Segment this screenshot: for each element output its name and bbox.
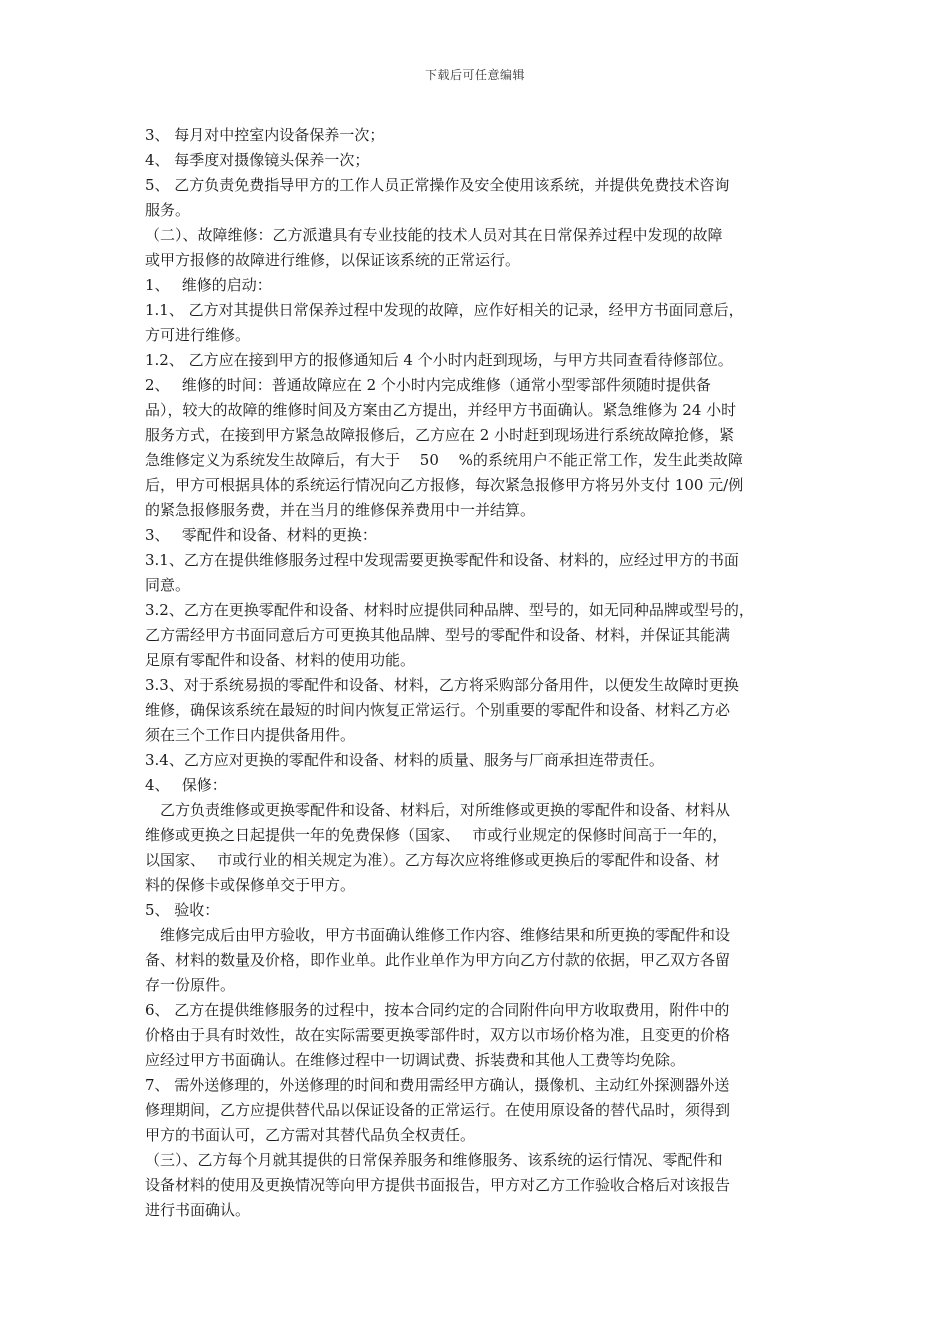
text-line: 后，甲方可根据具体的系统运行情况向乙方报修，每次紧急报修甲方将另外支付 100 元/例 [145, 476, 744, 494]
text-line: 4、 保修： [145, 776, 227, 794]
page-header: 下载后可任意编辑 [424, 68, 525, 82]
text-line: 维修完成后由甲方验收，甲方书面确认维修工作内容、维修结果和所更换的零配件和设 [145, 926, 731, 944]
text-line: 5、 验收： [145, 901, 220, 919]
text-line: 备、材料的数量及价格，即作业单。此作业单作为甲方向乙方付款的依据，甲乙双方各留 [145, 951, 731, 969]
text-line: （二）、故障维修：乙方派遣具有专业技能的技术人员对其在日常保养过程中发现的故障 [145, 226, 723, 244]
text-line: 或甲方报修的故障进行维修，以保证该系统的正常运行。 [145, 251, 521, 269]
text-line: 料的保修卡或保修单交于甲方。 [145, 876, 356, 894]
text-line: 1.2、 乙方应在接到甲方的报修通知后 4 个小时内赶到现场，与甲方共同查看待修部位。 [145, 351, 733, 369]
text-line: 品），较大的故障的维修时间及方案由乙方提出，并经甲方书面确认。紧急维修为 24 小时 [145, 401, 737, 419]
text-line: 3.2、乙方在更换零配件和设备、材料时应提供同种品牌、型号的，如无同种品牌或型号的， [145, 601, 754, 619]
text-line: 的紧急报修服务费，并在当月的维修保养费用中一并结算。 [145, 501, 536, 519]
text-line: 3.4、乙方应对更换的零配件和设备、材料的质量、服务与厂商承担连带责任。 [145, 751, 664, 769]
text-line: 须在三个工作日内提供备用件。 [145, 726, 356, 744]
text-line: 乙方负责维修或更换零配件和设备、材料后，对所维修或更换的零配件和设备、材料从 [145, 801, 731, 819]
text-line: 进行书面确认。 [145, 1201, 251, 1219]
text-line: 价格由于具有时效性，故在实际需要更换零部件时，双方以市场价格为准，且变更的价格 [145, 1026, 731, 1044]
text-line: 7、 需外送修理的，外送修理的时间和费用需经甲方确认，摄像机、主动红外探测器外送 [145, 1076, 730, 1094]
text-line: （三）、乙方每个月就其提供的日常保养服务和维修服务、该系统的运行情况、零配件和 [145, 1151, 723, 1169]
text-line: 3、 每月对中控室内设备保养一次； [145, 126, 385, 144]
text-line: 同意。 [145, 576, 191, 594]
text-line: 以国家、 市或行业的相关规定为准）。乙方每次应将维修或更换后的零配件和设备、材 [145, 851, 720, 869]
document-body [145, 123, 810, 1223]
text-line: 存一份原件。 [145, 976, 236, 994]
text-line: 甲方的书面认可，乙方需对其替代品负全权责任。 [145, 1126, 476, 1144]
text-line: 服务。 [145, 201, 191, 219]
text-line: 维修，确保该系统在最短的时间内恢复正常运行。个别重要的零配件和设备、材料乙方必 [145, 701, 731, 719]
text-line: 3、 零配件和设备、材料的更换： [145, 526, 377, 544]
text-line: 应经过甲方书面确认。在维修过程中一切调试费、拆装费和其他人工费等均免除。 [145, 1051, 686, 1069]
text-line: 修理期间，乙方应提供替代品以保证设备的正常运行。在使用原设备的替代品时，须得到 [145, 1101, 731, 1119]
text-line: 3.3、对于系统易损的零配件和设备、材料，乙方将采购部分备用件，以便发生故障时更换 [145, 676, 739, 694]
text-line: 足原有零配件和设备、材料的使用功能。 [145, 651, 416, 669]
text-line: 设备材料的使用及更换情况等向甲方提供书面报告，甲方对乙方工作验收合格后对该报告 [145, 1176, 731, 1194]
text-line: 1.1、 乙方对其提供日常保养过程中发现的故障，应作好相关的记录，经甲方书面同意后， [145, 301, 744, 319]
text-line: 方可进行维修。 [145, 326, 251, 344]
text-line: 4、 每季度对摄像镜头保养一次； [145, 151, 370, 169]
text-line: 5、 乙方负责免费指导甲方的工作人员正常操作及安全使用该系统，并提供免费技术咨询 [145, 176, 730, 194]
text-line: 2、 维修的时间：普通故障应在 2 个小时内完成维修（通常小型零部件须随时提供备 [145, 376, 711, 394]
text-line: 服务方式，在接到甲方紧急故障报修后，乙方应在 2 小时赶到现场进行系统故障抢修，紧 [145, 426, 735, 444]
text-line: 急维修定义为系统发生故障后，有大于 50 %的系统用户不能正常工作，发生此类故障 [145, 451, 743, 469]
text-line: 1、 维修的启动： [145, 276, 272, 294]
text-line: 维修或更换之日起提供一年的免费保修（国家、 市或行业规定的保修时间高于一年的， [145, 826, 728, 844]
text-line: 6、 乙方在提供维修服务的过程中，按本合同约定的合同附件向甲方收取费用，附件中的 [145, 1001, 730, 1019]
text-line: 3.1、乙方在提供维修服务过程中发现需要更换零配件和设备、材料的，应经过甲方的书面 [145, 551, 739, 569]
text-line: 乙方需经甲方书面同意后方可更换其他品牌、型号的零配件和设备、材料，并保证其能满 [145, 626, 731, 644]
